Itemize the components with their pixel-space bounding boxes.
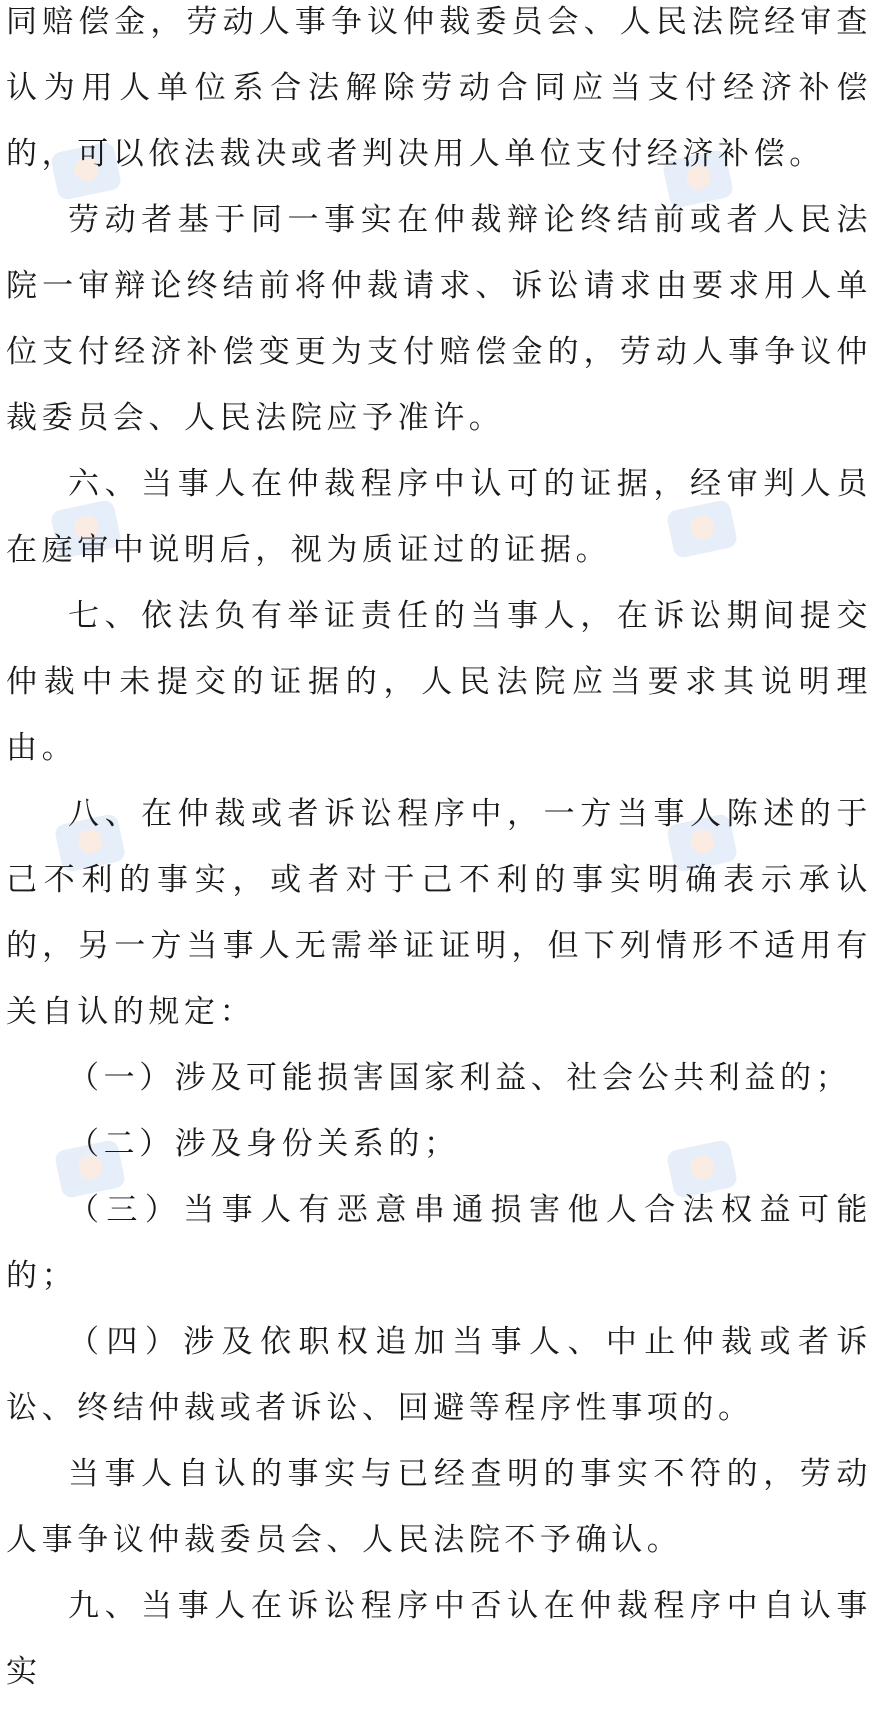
- paragraph-article-9: 九、当事人在诉讼程序中否认在仲裁程序中自认事实: [6, 1588, 872, 1690]
- paragraph-worker-claim-change: 劳动者基于同一事实在仲裁辩论终结前或者人民法院一审辩论终结前将仲裁请求、诉讼请求由要求用人单位支付经济补偿变更为支付赔偿金的，劳动人事争议仲裁委员会、人民法院应予准许。: [6, 202, 872, 436]
- paragraph-confession-mismatch: 当事人自认的事实与已经查明的事实不符的，劳动人事争议仲裁委员会、人民法院不予确认。: [6, 1456, 872, 1558]
- list-item-4: （四）涉及依职权追加当事人、中止仲裁或者诉讼、终结仲裁或者诉讼、回避等程序性事项的。: [6, 1324, 872, 1426]
- paragraph-article-7: 七、依法负有举证责任的当事人，在诉讼期间提交仲裁中未提交的证据的，人民法院应当要求其说明理由。: [6, 598, 872, 766]
- paragraph-article-8: 八、在仲裁或者诉讼程序中，一方当事人陈述的于己不利的事实，或者对于己不利的事实明确表示承认的，另一方当事人无需举证证明，但下列情形不适用有关自认的规定：: [6, 796, 872, 1030]
- paragraph-continuation: 同赔偿金，劳动人事争议仲裁委员会、人民法院经审查认为用人单位系合法解除劳动合同应当支付经济补偿的，可以依法裁决或者判决用人单位支付经济补偿。: [6, 4, 872, 172]
- list-item-2: （二）涉及身份关系的；: [68, 1126, 460, 1162]
- list-item-3: （三）当事人有恶意串通损害他人合法权益可能的；: [6, 1192, 872, 1294]
- list-item-1: （一）涉及可能损害国家利益、社会公共利益的；: [68, 1060, 852, 1096]
- paragraph-article-6: 六、当事人在仲裁程序中认可的证据，经审判人员在庭审中说明后，视为质证过的证据。: [6, 466, 872, 568]
